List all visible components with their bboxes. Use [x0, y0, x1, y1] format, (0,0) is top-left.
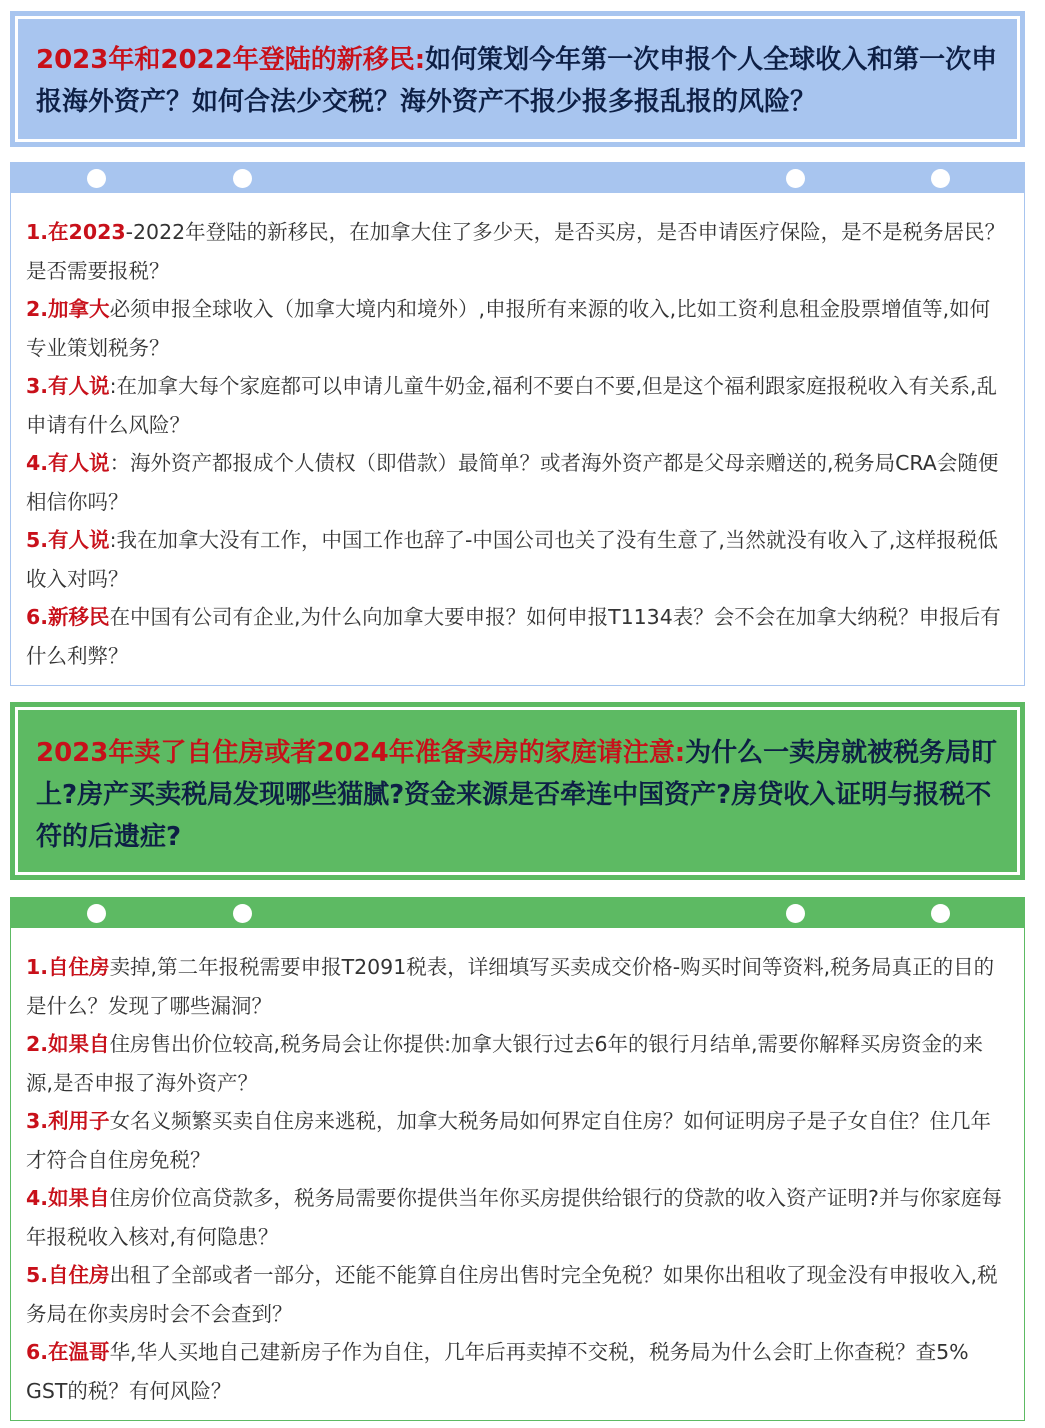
item-lead: 2.如果自 [26, 1032, 110, 1056]
item-text: -2022年登陆的新移民，在加拿大住了多少天，是否买房，是否申请医疗保险，是不是税务居民？是否需要报税？ [26, 220, 1006, 283]
item-text: :在加拿大每个家庭都可以申请儿童牛奶金,福利不要白不要,但是这个福利跟家庭报税收入有关系,乱申请有什么风险？ [26, 374, 998, 437]
section-header-new-immigrants [10, 11, 1025, 147]
header-title-text: 如何策划今年第一次申报个人全球收入和第一次申报海外资产？如何合法少交税？海外资产不报少报多报乱报的风险？ [36, 45, 998, 117]
binding-hole-icon [87, 169, 106, 188]
question-card-home-sale [10, 897, 1025, 1421]
item-text: 住房价位高贷款多，税务局需要你提供当年你买房提供给银行的贷款的收入资产证明?并与你家庭每年报税收入核对,有何隐患？ [26, 1186, 1002, 1249]
header-title-text: 为什么一卖房就被税务局盯上?房产买卖税局发现哪些猫腻?资金来源是否牵连中国资产?房贷收入证明与报税不符的后遗症? [36, 738, 998, 852]
list-item [26, 948, 1010, 1025]
item-text: 出租了全部或者一部分，还能不能算自住房出售时完全免税？如果你出租收了现金没有申报收入,税务局在你卖房时会不会查到？ [26, 1263, 998, 1326]
header-title [15, 16, 1020, 142]
question-card-new-immigrants [10, 162, 1025, 686]
header-title [15, 707, 1020, 875]
item-lead: 5.自住房 [26, 1263, 110, 1287]
item-text: 女名义频繁买卖自住房来逃税，加拿大税务局如何界定自住房？如何证明房子是子女自住？住几年才符合自住房免税？ [26, 1109, 992, 1172]
card-binding-strip [11, 163, 1024, 193]
item-text: 住房售出价位较高,税务局会让你提供:加拿大银行过去6年的银行月结单,需要你解释买房资金的来源,是否申报了海外资产？ [26, 1032, 984, 1095]
header-title-highlight: 2023年和2022年登陆的新移民: [36, 45, 426, 75]
binding-hole-icon [233, 904, 252, 923]
item-lead: 1.在2023 [26, 220, 126, 244]
list-item [26, 444, 1010, 521]
question-list [11, 193, 1024, 675]
list-item [26, 213, 1010, 290]
item-lead: 3.有人说 [26, 374, 110, 398]
list-item [26, 1025, 1010, 1102]
item-text: 必须申报全球收入（加拿大境内和境外）,申报所有来源的收入,比如工资利息租金股票增值等,如何专业策划税务？ [26, 297, 991, 360]
list-item [26, 1179, 1010, 1256]
item-text: :我在加拿大没有工作，中国工作也辞了-中国公司也关了没有生意了,当然就没有收入了,这样报税低收入对吗？ [26, 528, 998, 591]
item-text: 卖掉,第二年报税需要申报T2091税表，详细填写买卖成交价格-购买时间等资料,税务局真正的目的是什么？发现了哪些漏洞？ [26, 955, 995, 1018]
item-text: 在中国有公司有企业,为什么向加拿大要申报？如何申报T1134表？会不会在加拿大纳税？申报后有什么利弊？ [26, 605, 1001, 668]
item-lead: 2.加拿大 [26, 297, 110, 321]
binding-hole-icon [786, 169, 805, 188]
binding-hole-icon [786, 904, 805, 923]
list-item [26, 290, 1010, 367]
list-item [26, 521, 1010, 598]
item-lead: 5.有人说 [26, 528, 110, 552]
item-lead: 6.新移民 [26, 605, 110, 629]
item-text: ：海外资产都报成个人债权（即借款）最简单？或者海外资产都是父母亲赠送的,税务局CRA会随便相信你吗？ [26, 451, 999, 514]
binding-hole-icon [233, 169, 252, 188]
item-lead: 4.如果自 [26, 1186, 110, 1210]
binding-hole-icon [87, 904, 106, 923]
section-header-home-sale [10, 702, 1025, 880]
list-item [26, 1256, 1010, 1333]
card-binding-strip [11, 898, 1024, 928]
item-lead: 3.利用子 [26, 1109, 110, 1133]
list-item [26, 598, 1010, 675]
question-list [11, 928, 1024, 1410]
list-item [26, 1333, 1010, 1410]
binding-hole-icon [931, 904, 950, 923]
item-lead: 4.有人说 [26, 451, 110, 475]
item-lead: 6.在温哥 [26, 1340, 110, 1364]
list-item [26, 1102, 1010, 1179]
header-title-highlight: 2023年卖了自住房或者2024年准备卖房的家庭请注意: [36, 738, 686, 768]
binding-hole-icon [931, 169, 950, 188]
item-text: 华,华人买地自己建新房子作为自住，几年后再卖掉不交税，税务局为什么会盯上你查税？查5% GST的税？有何风险？ [26, 1340, 969, 1403]
list-item [26, 367, 1010, 444]
item-lead: 1.自住房 [26, 955, 110, 979]
